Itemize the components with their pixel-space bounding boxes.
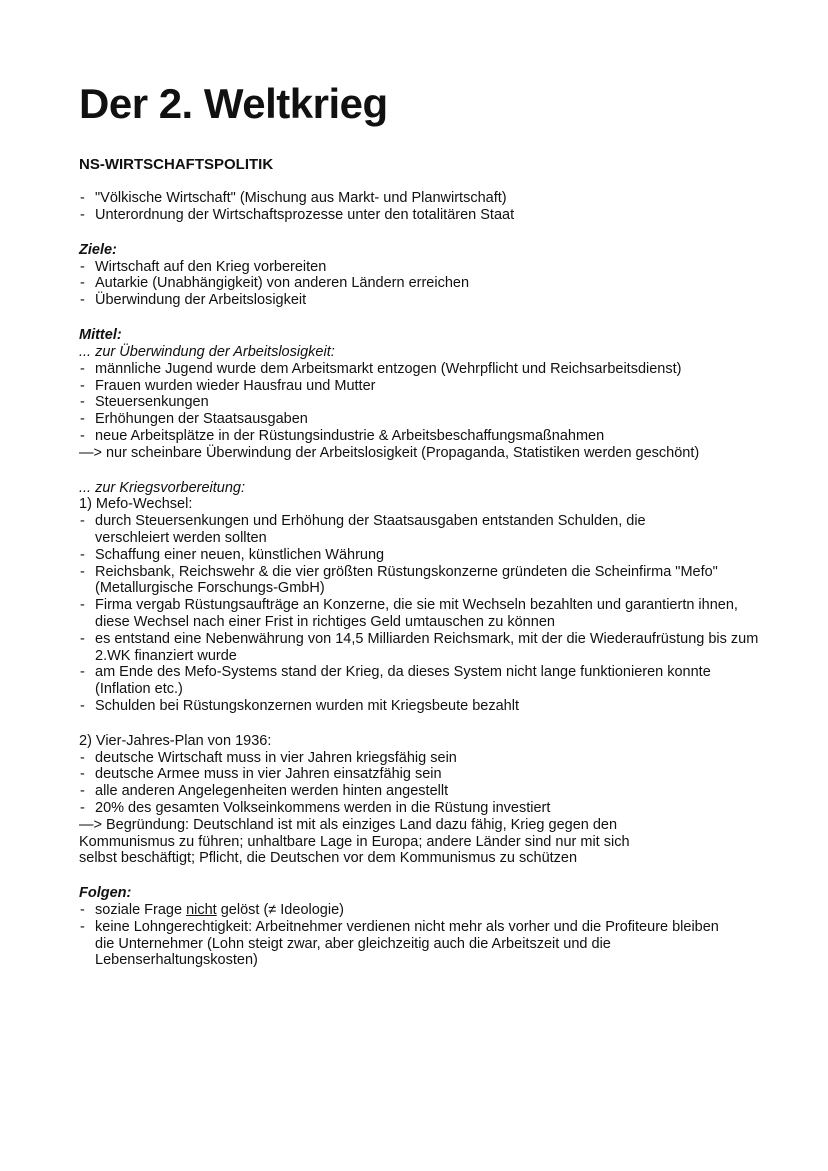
- ziele-list: [79, 259, 779, 309]
- list-item: - Schaffung einer neuen, künstlichen Währung: [79, 547, 779, 564]
- list-item: - Erhöhungen der Staatsausgaben: [79, 411, 779, 428]
- ziele-heading: Ziele:: [79, 241, 117, 258]
- folgen-list: [79, 902, 779, 969]
- vierjahresplan-conclusion: —> Begründung: Deutschland ist mit als einziges Land dazu fähig, Krieg gegen den Kommunismus zu führen; unhaltbare Lage in Europa; andere Länder sind nur mit sich selbst beschäftigt; Pflicht, die Deutschen vor dem Kommunismus zu schützen: [79, 816, 630, 867]
- folgen-item-text: gelöst (≠ Ideologie): [216, 902, 344, 919]
- list-item: - Schulden bei Rüstungskonzernen wurden mit Kriegsbeute bezahlt: [79, 698, 779, 715]
- kriegsvorbereitung-heading: ... zur Kriegsvorbereitung:: [79, 479, 246, 496]
- list-item: - deutsche Armee muss in vier Jahren einsatzfähig sein: [79, 766, 779, 783]
- vierjahresplan-list: [79, 750, 779, 817]
- list-item: - durch Steuersenkungen und Erhöhung der Staatsausgaben entstanden Schulden, die verschleiert werden sollten: [79, 513, 705, 547]
- folgen-item-underlined: nicht: [186, 902, 217, 919]
- arbeitslosigkeit-list: [79, 361, 779, 445]
- list-item: - Reichsbank, Reichswehr & die vier größten Rüstungskonzerne gründeten die Scheinfirma "Mefo" (Metallurgische Forschungs-GmbH): [79, 564, 735, 598]
- list-item: - Überwindung der Arbeitslosigkeit: [79, 292, 779, 309]
- arbeitslosigkeit-heading: ... zur Überwindung der Arbeitslosigkeit:: [79, 343, 335, 360]
- mefo-heading: 1) Mefo-Wechsel:: [79, 496, 193, 513]
- list-item: - Frauen wurden wieder Hausfrau und Mutter: [79, 378, 779, 395]
- list-item: - "Völkische Wirtschaft" (Mischung aus Markt- und Planwirtschaft): [79, 190, 779, 207]
- list-item: - Unterordnung der Wirtschaftsprozesse unter den totalitären Staat: [79, 207, 779, 224]
- intro-list: [79, 190, 779, 224]
- list-item: - 20% des gesamten Volkseinkommens werden in die Rüstung investiert: [79, 800, 779, 817]
- arbeitslosigkeit-conclusion: —> nur scheinbare Überwindung der Arbeitslosigkeit (Propaganda, Statistiken werden geschönt): [79, 444, 700, 461]
- list-item: - deutsche Wirtschaft muss in vier Jahren kriegsfähig sein: [79, 750, 779, 767]
- list-item: - Autarkie (Unabhängigkeit) von anderen Ländern erreichen: [79, 275, 779, 292]
- list-item: [79, 902, 779, 919]
- mefo-list: [79, 513, 779, 715]
- list-item: - am Ende des Mefo-Systems stand der Krieg, da dieses System nicht lange funktionieren konnte (Inflation etc.): [79, 664, 735, 698]
- section-title: NS-WIRTSCHAFTSPOLITIK: [79, 156, 274, 173]
- mittel-heading: Mittel:: [79, 326, 122, 343]
- folgen-heading: Folgen:: [79, 885, 132, 902]
- list-item: - Firma vergab Rüstungsaufträge an Konzerne, die sie mit Wechseln bezahlten und garantiertn ihnen, diese Wechsel nach einer Frist in richtiges Geld umtauschen zu können: [79, 597, 775, 631]
- document-page: [79, 78, 779, 969]
- list-item: - keine Lohngerechtigkeit: Arbeitnehmer verdienen nicht mehr als vorher und die Profiteure bleiben die Unternehmer (Lohn steigt zwar, aber gleichzeitig auch die Arbeitszeit und die Lebenserhaltungskosten): [79, 919, 735, 969]
- page-title: Der 2. Weltkrieg: [79, 80, 388, 127]
- list-item: - alle anderen Angelegenheiten werden hinten angestellt: [79, 783, 779, 800]
- folgen-item-text: soziale Frage: [95, 902, 187, 919]
- list-item: - Steuersenkungen: [79, 394, 779, 411]
- vierjahresplan-heading: 2) Vier-Jahres-Plan von 1936:: [79, 732, 272, 749]
- list-item: - Wirtschaft auf den Krieg vorbereiten: [79, 259, 779, 276]
- list-item: - neue Arbeitsplätze in der Rüstungsindustrie & Arbeitsbeschaffungsmaßnahmen: [79, 428, 779, 445]
- list-item: - es entstand eine Nebenwährung von 14,5 Milliarden Reichsmark, mit der die Wiederaufrüstung bis zum 2.WK finanziert wurde: [79, 631, 775, 665]
- list-item: - männliche Jugend wurde dem Arbeitsmarkt entzogen (Wehrpflicht und Reichsarbeitsdienst): [79, 361, 779, 378]
